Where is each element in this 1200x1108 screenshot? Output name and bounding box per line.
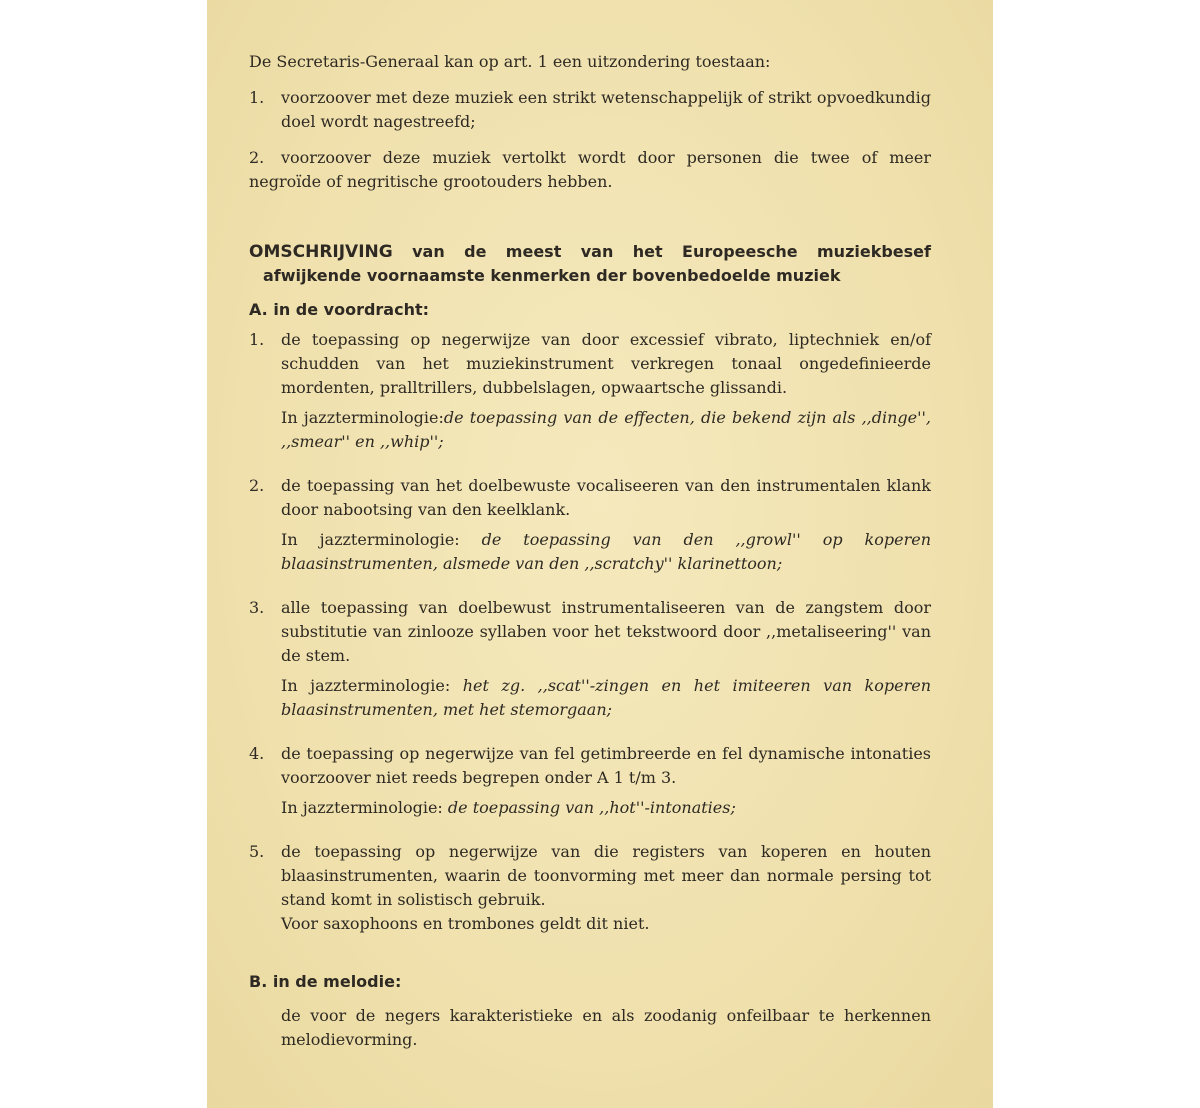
section-heading <box>249 240 931 288</box>
section-b-title: B. in de melodie: <box>249 972 402 991</box>
item-text: de toepassing op negerwijze van door excessief vibrato, liptechniek en/of schudden van het muziekinstrument verkregen tonaal ongedefinieerde mordenten, pralltrillers, dubbelslagen, opwaartsche glissandi. <box>281 330 931 397</box>
jazz-label: In jazzterminologie: <box>281 530 482 549</box>
exception-text: voorzoover deze muziek vertolkt wordt door personen die twee of meer negroïde of negritische grootouders hebben. <box>249 148 931 191</box>
exception-text: voorzoover met deze muziek een strikt wetenschappelijk of strikt opvoedkundig doel wordt nagestreefd; <box>281 88 931 131</box>
jazz-text: de toepassing van de effecten, die bekend zijn als ,,dinge'', ,,smear'' en ,,whip''; <box>281 408 932 451</box>
exception-item-1 <box>249 86 931 134</box>
section-a-item-4 <box>249 742 931 820</box>
item-number: 1. <box>249 330 265 349</box>
section-b-text: de voor de negers karakteristieke en als zoodanig onfeilbaar te herkennen melodievorming. <box>281 1006 931 1049</box>
heading-rest: van de meest van het Europeesche muziekbesef afwijkende voornaamste kenmerken der bovenbedoelde muziek <box>263 242 931 285</box>
exception-number: 1. <box>249 88 265 107</box>
item-number: 4. <box>249 744 265 763</box>
document-text <box>249 50 931 1052</box>
jazz-text: het zg. ,,scat''-zingen en het imiteeren van koperen blaasinstrumenten, met het stemorgaan; <box>281 676 931 719</box>
item-text: de toepassing van het doelbewuste vocaliseeren van den instrumentalen klank door nabootsing van den keelklank. <box>281 476 931 519</box>
item-text: alle toepassing van doelbewust instrumentaliseeren van de zangstem door substitutie van zinlooze syllaben voor het tekstwoord door ,,metaliseering'' van de stem. <box>281 598 931 665</box>
item-number: 5. <box>249 842 265 861</box>
item-number: 2. <box>249 476 265 495</box>
jazz-text: de toepassing van den ,,growl'' op koperen blaasinstrumenten, alsmede van den ,,scratchy'' klarinettoon; <box>281 530 931 573</box>
heading-lead: OMSCHRIJVING <box>249 242 393 262</box>
item-extra: Voor saxophoons en trombones geldt dit niet. <box>281 914 650 933</box>
section-a-item-2 <box>249 474 931 576</box>
intro-line: De Secretaris-Generaal kan op art. 1 een uitzondering toestaan: <box>249 52 771 71</box>
jazz-text: de toepassing van ,,hot''-intonaties; <box>447 798 736 817</box>
item-text: de toepassing op negerwijze van fel getimbreerde en fel dynamische intonaties voorzoover niet reeds begrepen onder A 1 t/m 3. <box>281 744 931 787</box>
exception-item-2 <box>249 146 931 194</box>
jazz-label: In jazzterminologie: <box>281 676 463 695</box>
section-a-item-1 <box>249 328 931 454</box>
section-a-item-3 <box>249 596 931 722</box>
exception-number: 2. <box>249 148 265 167</box>
item-number: 3. <box>249 598 265 617</box>
section-a-title: A. in de voordracht: <box>249 300 430 319</box>
section-a-item-5 <box>249 840 931 936</box>
item-text: de toepassing op negerwijze van die registers van koperen en houten blaasinstrumenten, waarin de toonvorming met meer dan normale persing tot stand komt in solistisch gebruik. <box>281 842 931 909</box>
jazz-label: In jazzterminologie: <box>281 408 444 427</box>
jazz-label: In jazzterminologie: <box>281 798 448 817</box>
